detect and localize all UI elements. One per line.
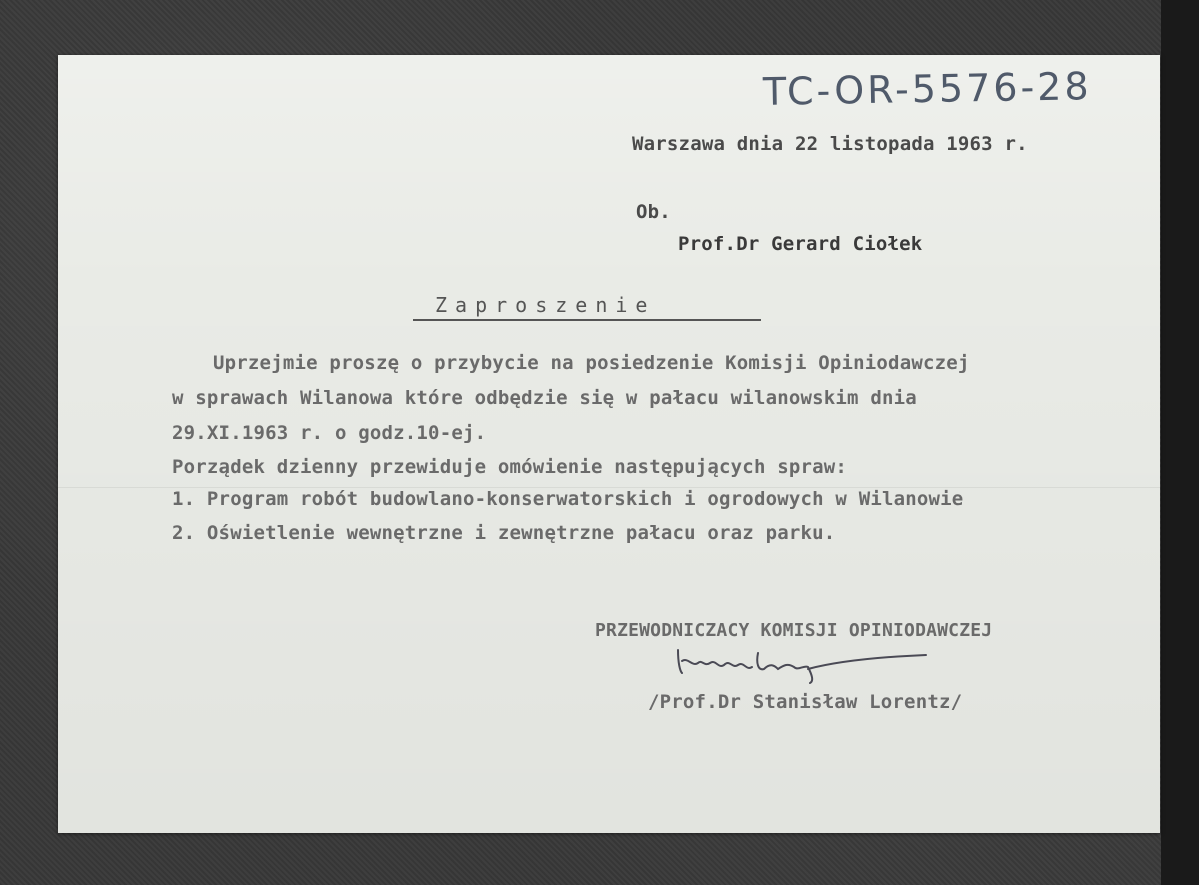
- recipient-salutation: Ob.: [636, 201, 671, 223]
- signatory-name: /Prof.Dr Stanisław Lorentz/: [648, 691, 963, 713]
- title-underline: [413, 319, 761, 321]
- body-line: w sprawach Wilanowa które odbędzie się w pałacu wilanowskim dnia: [172, 387, 917, 409]
- document-title: Zaproszenie: [435, 293, 656, 317]
- signatory-position: PRZEWODNICZACY KOMISJI OPINIODAWCZEJ: [595, 620, 993, 641]
- body-line: 29.XI.1963 r. o godz.10-ej.: [172, 422, 487, 444]
- archive-reference-handwritten: TC-OR-5576-28: [762, 64, 1092, 114]
- body-line: Uprzejmie proszę o przybycie na posiedzenie Komisji Opiniodawczej: [213, 352, 970, 374]
- recipient-name: Prof.Dr Gerard Ciołek: [678, 233, 923, 255]
- document-sheet: [58, 55, 1160, 833]
- body-line: Porządek dzienny przewiduje omówienie następujących spraw:: [172, 456, 848, 478]
- date-line: Warszawa dnia 22 listopada 1963 r.: [632, 133, 1028, 155]
- background-strip: [1161, 0, 1199, 885]
- handwritten-signature: [658, 645, 938, 685]
- agenda-item: 2. Oświetlenie wewnętrzne i zewnętrzne pałacu oraz parku.: [172, 522, 836, 544]
- agenda-item: 1. Program robót budowlano-konserwatorskich i ogrodowych w Wilanowie: [172, 488, 964, 510]
